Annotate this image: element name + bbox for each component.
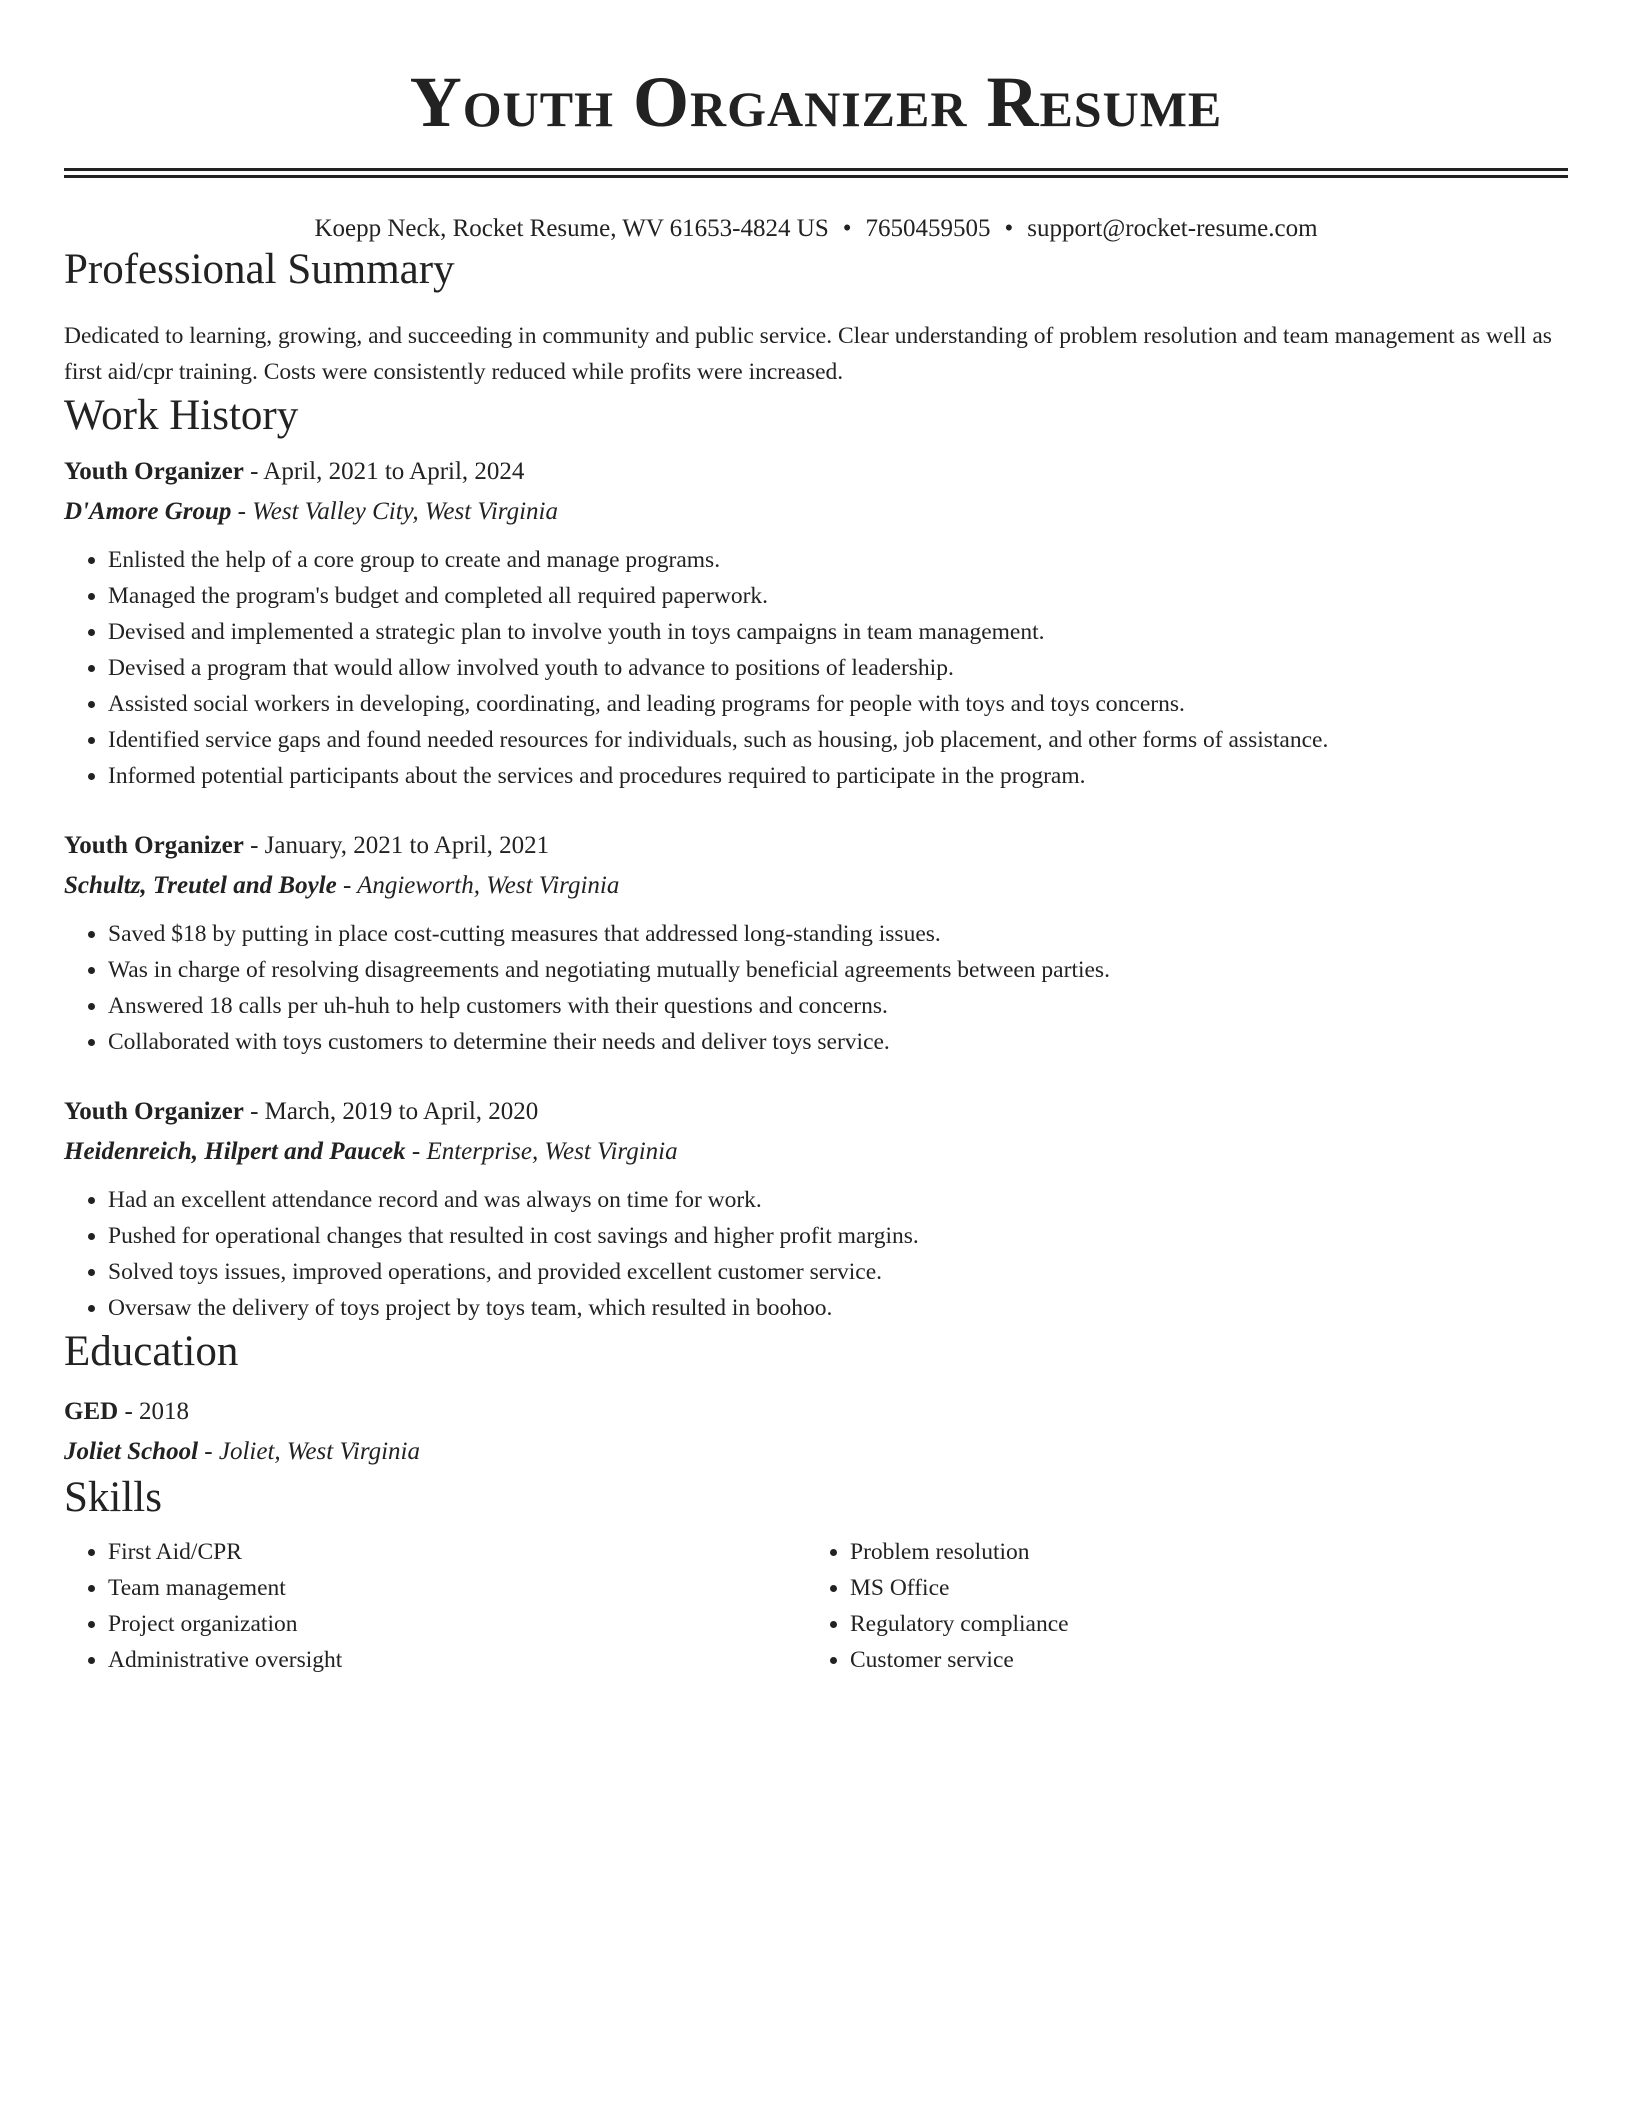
list-item: • Informed potential participants about the services and procedures required to participate in the program. [108, 758, 1568, 794]
company-name: Heidenreich, Hilpert and Paucek [64, 1138, 406, 1165]
school-location: - Joliet, West Virginia [198, 1438, 421, 1465]
contact-separator: • [842, 215, 852, 242]
summary-heading: Professional Summary [64, 246, 455, 293]
education-heading: Education [64, 1328, 239, 1375]
school-name: Joliet School [64, 1438, 199, 1465]
job-title-line [64, 1092, 1568, 1132]
list-item: • Devised a program that would allow involved youth to advance to positions of leadership. [108, 650, 1568, 686]
list-item: • Assisted social workers in developing, coordinating, and leading programs for people with toys and toys concerns. [108, 686, 1568, 722]
list-item: • Saved $18 by putting in place cost-cutting measures that addressed long-standing issues. [108, 916, 1568, 952]
skill-item: • Administrative oversight [108, 1642, 806, 1678]
skill-item: • First Aid/CPR [108, 1534, 806, 1570]
contact-email: support@rocket-resume.com [1027, 215, 1318, 242]
resume-title: Youth Organizer Resume [409, 62, 1223, 142]
list-item: • Oversaw the delivery of toys project by toys team, which resulted in boohoo. [108, 1290, 1568, 1326]
title-divider [64, 168, 1568, 178]
degree-line [64, 1392, 1568, 1432]
skills-bullets [806, 1534, 1548, 1678]
job-dates: - January, 2021 to April, 2021 [243, 832, 550, 859]
job-bullets [64, 916, 1568, 1060]
skill-item: • Project organization [108, 1606, 806, 1642]
list-item: • Devised and implemented a strategic plan to involve youth in toys campaigns in team management. [108, 614, 1568, 650]
company-line [64, 492, 1568, 532]
list-item: • Had an excellent attendance record and was always on time for work. [108, 1182, 1568, 1218]
skills-column-right [806, 1534, 1548, 1678]
company-name: Schultz, Treutel and Boyle [64, 872, 337, 899]
job-entry [64, 452, 1568, 794]
job-title-line [64, 826, 1568, 866]
list-item: • Was in charge of resolving disagreements and negotiating mutually beneficial agreements between parties. [108, 952, 1568, 988]
job-bullets [64, 542, 1568, 794]
list-item: • Enlisted the help of a core group to create and manage programs. [108, 542, 1568, 578]
degree: GED [64, 1398, 119, 1425]
company-location: - Angieworth, West Virginia [336, 872, 620, 899]
degree-year: - 2018 [118, 1398, 190, 1425]
job-entry [64, 826, 1568, 1060]
divider-line-bottom [64, 175, 1568, 178]
skills-heading: Skills [64, 1474, 162, 1521]
skill-item: • Regulatory compliance [850, 1606, 1548, 1642]
company-location: - Enterprise, West Virginia [405, 1138, 678, 1165]
list-item: • Identified service gaps and found needed resources for individuals, such as housing, job placement, and other forms of assistance. [108, 722, 1568, 758]
skills-bullets [64, 1534, 806, 1678]
list-item: • Pushed for operational changes that resulted in cost savings and higher profit margins. [108, 1218, 1568, 1254]
contact-phone: 7650459505 [865, 215, 991, 242]
job-title-line [64, 452, 1568, 492]
contact-info [64, 214, 1568, 244]
resume-page [64, 0, 1568, 1678]
job-title: Youth Organizer [64, 458, 244, 485]
list-item: • Answered 18 calls per uh-huh to help customers with their questions and concerns. [108, 988, 1568, 1024]
divider-line-top [64, 168, 1568, 171]
list-item: • Collaborated with toys customers to determine their needs and deliver toys service. [108, 1024, 1568, 1060]
job-dates: - April, 2021 to April, 2024 [243, 458, 525, 485]
skill-item: • MS Office [850, 1570, 1548, 1606]
company-line [64, 866, 1568, 906]
work-history-heading: Work History [64, 392, 299, 439]
summary-text: Dedicated to learning, growing, and succeeding in community and public service. Clear understanding of problem resolution and team management as well as first aid/cpr training. Costs were consistently reduced while profits were increased. [64, 323, 1552, 385]
skill-item: • Team management [108, 1570, 806, 1606]
job-entry [64, 1092, 1568, 1326]
company-name: D'Amore Group [64, 498, 232, 525]
job-dates: - March, 2019 to April, 2020 [243, 1098, 539, 1125]
job-title: Youth Organizer [64, 832, 244, 859]
contact-address: Koepp Neck, Rocket Resume, WV 61653-4824 US [314, 215, 829, 242]
contact-separator: • [1004, 215, 1014, 242]
skill-item: • Problem resolution [850, 1534, 1548, 1570]
company-line [64, 1132, 1568, 1172]
skill-item: • Customer service [850, 1642, 1548, 1678]
job-title: Youth Organizer [64, 1098, 244, 1125]
skills-column-left [64, 1534, 806, 1678]
list-item: • Solved toys issues, improved operations, and provided excellent customer service. [108, 1254, 1568, 1290]
skills-list [64, 1534, 1568, 1678]
list-item: • Managed the program's budget and completed all required paperwork. [108, 578, 1568, 614]
school-line [64, 1432, 1568, 1472]
job-bullets [64, 1182, 1568, 1326]
company-location: - West Valley City, West Virginia [231, 498, 558, 525]
education-entry [64, 1392, 1568, 1472]
